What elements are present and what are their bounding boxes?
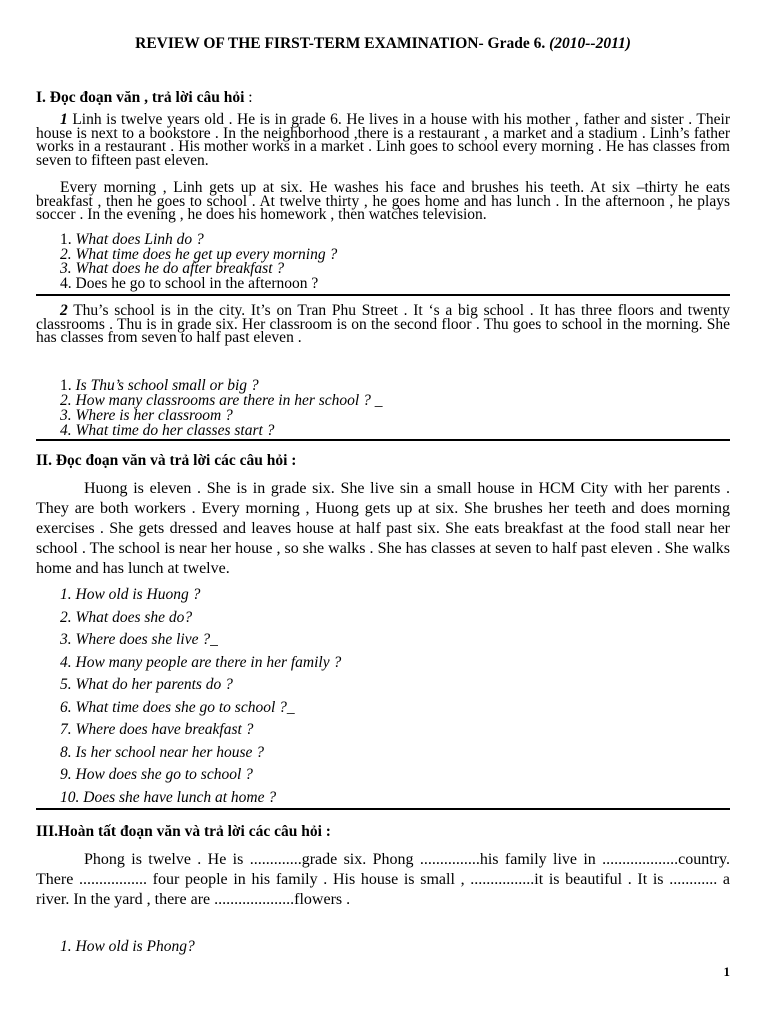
section-2-passage: Huong is eleven . She is in grade six. She live sin a small house in HCM City with her parents . They are both workers . Every morning , Huong gets up at six. She brushes her teeth and does morning exercises . She gets dressed and leaves house at half past six. She eats breakfast at the food stall near her school . The school is near her house , so she walks . She has classes at seven to half past eleven . She walks home and has lunch at twelve.: [36, 480, 730, 577]
question-item: 1. Is Thu’s school small or big ?: [60, 377, 259, 394]
section-3-questions: [60, 936, 195, 958]
question-item: 1. How old is Phong?: [60, 938, 195, 955]
question-item: 4. Does he go to school in the afternoon ?: [60, 274, 319, 292]
passage-text: Thu’s school is in the city. It’s on Tran Phu Street . It ‘s a big school . It has three floors and twenty classrooms . Thu is in grade six. Her classroom is on the second floor . Thu goes to school in the morning. She has classes from seven to half past eleven .: [36, 302, 730, 346]
question-item: 2. What does she do?: [60, 608, 193, 626]
divider: [36, 439, 730, 441]
question-item: 5. What do her parents do ?: [60, 676, 233, 693]
question-item: 4. What time do her classes start ?: [60, 422, 275, 439]
passage-number: 2: [60, 302, 68, 319]
question-item: 3. Where does she live ?_: [60, 631, 218, 648]
question-item: 7. Where does have breakfast ?: [60, 721, 254, 738]
section-1-heading: I. Đọc đoạn văn , trả lời câu hỏi :: [36, 89, 253, 106]
question-item: 3. Where is her classroom ?: [60, 407, 233, 424]
section-1-questions-a: [60, 233, 337, 291]
section-1-passage-1: [36, 113, 730, 167]
question-item: 3. What does he do after breakfast ?: [60, 260, 285, 277]
passage-number: 1: [60, 111, 68, 128]
section-2-questions: [60, 584, 341, 809]
question-item: 1. How old is Huong ?: [60, 586, 201, 603]
question-item: 6. What time does she go to school ?_: [60, 698, 295, 716]
question-item: 2. What time does he get up every morning ?: [60, 245, 338, 263]
divider: [36, 808, 730, 810]
question-item: 8. Is her school near her house ?: [60, 743, 265, 761]
passage-text: Linh is twelve years old . He is in grade 6. He lives in a house with his mother , father and sister . Their house is next to a bookstore . In the neighborhood ,there is a restaurant , a market and a stadium . Linh’s father works in a restaurant . His mother works in a market . Linh goes to school every morning . He has classes from seven to fifteen past eleven.: [36, 111, 730, 169]
section-3-heading: III.Hoàn tất đoạn văn và trả lời các câu hỏi :: [36, 823, 331, 840]
section-2-heading: II. Đọc đoạn văn và trả lời các câu hỏi :: [36, 452, 297, 469]
section-1-passage-2: Every morning , Linh gets up at six. He washes his face and brushes his teeth. At six –thirty he eats breakfast , then he goes to school . At twelve thirty , he goes home and has lunch . In the afternoon , he plays soccer . In the evening , he does his homework , then watches television.: [36, 179, 730, 223]
question-item: 2. How many classrooms are there in her school ? _: [60, 392, 383, 409]
page-number: 1: [723, 964, 730, 979]
section-3-passage: Phong is twelve . He is .............grade six. Phong ...............his family live in ...................country. There ................. four people in his family . His house is small , ................it is beautiful . It is ............ a river. In the yard , there are ....................flowers .: [36, 851, 730, 908]
question-item: 10. Does she have lunch at home ?: [60, 788, 277, 806]
document-title: [36, 35, 730, 53]
question-item: 1. What does Linh do ?: [60, 231, 204, 248]
title-years: (2010--2011): [549, 35, 631, 52]
section-1-questions-b: [60, 378, 382, 438]
title-main: REVIEW OF THE FIRST-TERM EXAMINATION- Grade 6.: [135, 35, 550, 52]
divider: [36, 294, 730, 296]
question-item: 9. How does she go to school ?: [60, 766, 253, 783]
section-1-passage-3: [36, 304, 730, 345]
question-item: 4. How many people are there in her family ?: [60, 653, 342, 671]
